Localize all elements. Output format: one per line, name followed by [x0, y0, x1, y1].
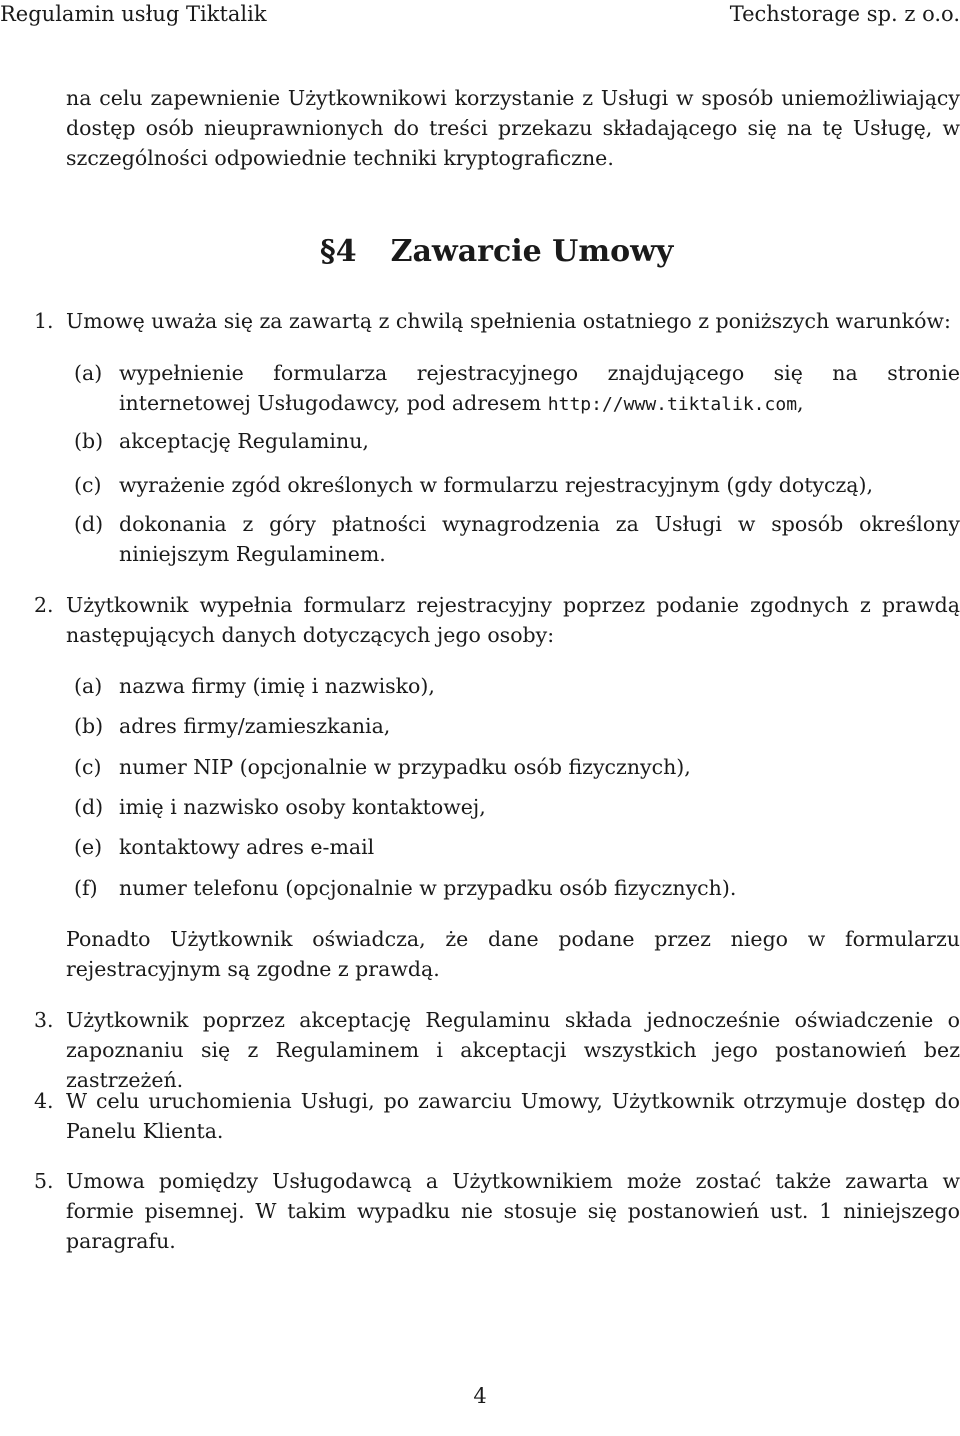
item-2c-text: numer NIP (opcjonalnie w przypadku osób fizycznych),	[119, 755, 691, 779]
item-5-number: 5.	[34, 1169, 54, 1193]
item-2f-label: (f)	[74, 876, 98, 900]
item-1a-text	[119, 358, 960, 420]
item-4-number: 4.	[34, 1089, 54, 1113]
item-2b-text: adres firmy/zamieszkania,	[119, 714, 391, 738]
item-1b-text: akceptację Regulaminu,	[119, 429, 369, 453]
section-number: §4	[320, 234, 357, 269]
tiktalik-url-link[interactable]: http://www.tiktalik.com	[547, 394, 798, 415]
header-company-name: Techstorage sp. z o.o.	[729, 2, 960, 26]
item-2f-text: numer telefonu (opcjonalnie w przypadku osób fizycznych).	[119, 876, 737, 900]
page-number: 4	[473, 1384, 487, 1408]
item-1-text: Umowę uważa się za zawartą z chwilą spełnienia ostatniego z poniższych warunków:	[66, 309, 951, 333]
item-2d-text: imię i nazwisko osoby kontaktowej,	[119, 795, 486, 819]
item-1c-text: wyrażenie zgód określonych w formularzu rejestracyjnym (gdy dotyczą),	[119, 473, 874, 497]
item-5-text: Umowa pomiędzy Usługodawcą a Użytkownikiem może zostać także zawarta w formie pisemnej. W takim wypadku nie stosuje się postanowień ust. 1 niniejszego paragrafu.	[66, 1169, 960, 1253]
item-3-number: 3.	[34, 1008, 54, 1032]
item-1a-label: (a)	[74, 361, 103, 385]
section-heading	[320, 232, 673, 272]
item-2-declaration: Ponadto Użytkownik oświadcza, że dane podane przez niego w formularzu rejestracyjnym są zgodne z prawdą.	[66, 927, 960, 981]
page-header	[0, 0, 960, 30]
item-4-text: W celu uruchomienia Usługi, po zawarciu Umowy, Użytkownik otrzymuje dostęp do Panelu Klienta.	[66, 1089, 960, 1143]
item-2b-label: (b)	[74, 714, 104, 738]
section-title: Zawarcie Umowy	[390, 234, 674, 269]
intro-paragraph: na celu zapewnienie Użytkownikowi korzystanie z Usługi w sposób uniemożliwiający dostęp osób nieuprawnionych do treści przekazu składającego się na tę Usługę, w szczególności odpowiednie techniki kryptograficzne.	[66, 86, 960, 170]
item-3-text: Użytkownik poprzez akceptację Regulaminu składa jednocześnie oświadczenie o zapoznaniu się z Regulaminem i akceptacji wszystkich jego postanowień bez zastrzeżeń.	[66, 1008, 960, 1092]
item-1b-label: (b)	[74, 429, 104, 453]
item-1a-trailing: ,	[797, 391, 804, 415]
item-1a-body: wypełnienie formularza rejestracyjnego znajdującego się na stronie internetowej Usługodawcy, pod adresem	[119, 361, 960, 415]
item-1d-label: (d)	[74, 512, 104, 536]
item-2a-text: nazwa firmy (imię i nazwisko),	[119, 674, 435, 698]
item-2d-label: (d)	[74, 795, 104, 819]
item-1c-label: (c)	[74, 473, 102, 497]
item-2e-label: (e)	[74, 835, 103, 859]
item-2e-text: kontaktowy adres e-mail	[119, 835, 375, 859]
item-2c-label: (c)	[74, 755, 102, 779]
item-2a-label: (a)	[74, 674, 103, 698]
item-2-text: Użytkownik wypełnia formularz rejestracyjny poprzez podanie zgodnych z prawdą następujących danych dotyczących jego osoby:	[66, 593, 960, 647]
item-1-number: 1.	[34, 309, 54, 333]
header-document-title: Regulamin usług Tiktalik	[0, 2, 267, 26]
item-2-number: 2.	[34, 593, 54, 617]
item-1d-text: dokonania z góry płatności wynagrodzenia za Usługi w sposób określony niniejszym Regulaminem.	[119, 512, 960, 566]
